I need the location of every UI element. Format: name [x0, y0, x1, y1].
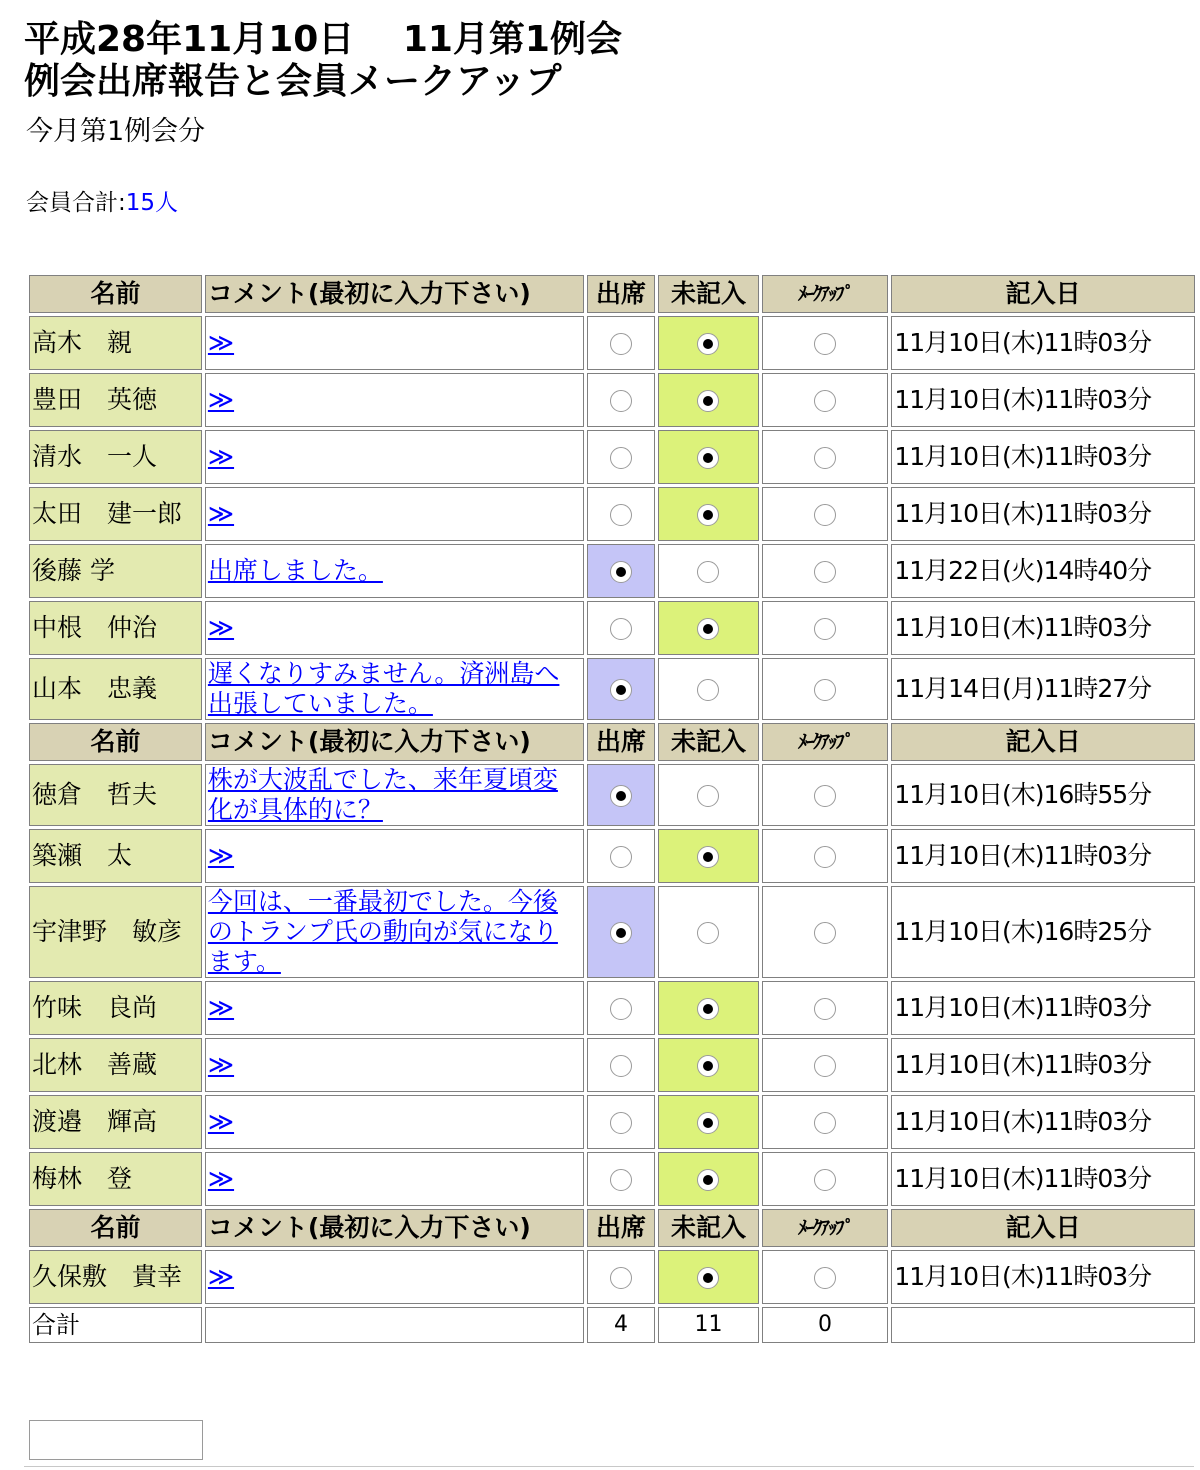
makeup-cell [762, 1095, 889, 1149]
comment-link[interactable]: 株が大波乱でした、来年夏頃変化が具体的に？ [207, 765, 558, 824]
comment-link[interactable]: 出席しました。 [207, 556, 383, 585]
unrecorded-radio[interactable] [697, 998, 719, 1020]
member-name: 山本 忠義 [29, 658, 202, 720]
table-row [29, 601, 1195, 655]
unrecorded-cell [658, 886, 759, 978]
comment-cell [205, 981, 584, 1035]
makeup-cell [762, 981, 889, 1035]
totals-row [29, 1307, 1195, 1343]
makeup-radio[interactable] [814, 998, 836, 1020]
attend-cell [587, 544, 655, 598]
page-subtitle: 今月第1例会分 [26, 116, 206, 147]
entry-date: 11月22日(火)14時40分 [891, 544, 1195, 598]
makeup-radio[interactable] [814, 1055, 836, 1077]
comment-cell [205, 1095, 584, 1149]
comment-cell [205, 544, 584, 598]
unrecorded-radio[interactable] [697, 561, 719, 583]
unrecorded-radio[interactable] [697, 679, 719, 701]
makeup-radio[interactable] [814, 390, 836, 412]
header-makeup: ﾒｰｸｱｯﾌﾟ [762, 1209, 889, 1247]
comment-link[interactable]: ≫ [207, 613, 235, 642]
comment-link[interactable]: ≫ [207, 1164, 235, 1193]
entry-date: 11月10日(木)11時03分 [891, 829, 1195, 883]
unrecorded-cell [658, 1152, 759, 1206]
attend-radio[interactable] [610, 1112, 632, 1134]
member-name: 清水 一人 [29, 430, 202, 484]
entry-date: 11月10日(木)11時03分 [891, 430, 1195, 484]
unrecorded-cell [658, 373, 759, 427]
attend-cell [587, 1152, 655, 1206]
header-makeup: ﾒｰｸｱｯﾌﾟ [762, 723, 889, 761]
unrecorded-cell [658, 764, 759, 826]
table-row [29, 886, 1195, 978]
unrecorded-cell [658, 829, 759, 883]
member-name: 宇津野 敏彦 [29, 886, 202, 978]
attend-radio[interactable] [610, 785, 632, 807]
unrecorded-cell [658, 430, 759, 484]
attend-cell [587, 601, 655, 655]
attend-cell [587, 316, 655, 370]
makeup-cell [762, 487, 889, 541]
table-row [29, 829, 1195, 883]
comment-cell [205, 1038, 584, 1092]
unrecorded-cell [658, 1095, 759, 1149]
member-name: 高木 親 [29, 316, 202, 370]
table-row [29, 430, 1195, 484]
unrecorded-radio[interactable] [697, 1112, 719, 1134]
makeup-cell [762, 430, 889, 484]
unrecorded-cell [658, 658, 759, 720]
header-comment: コメント(最初に入力下さい) [205, 1209, 584, 1247]
table-row [29, 316, 1195, 370]
makeup-cell [762, 1250, 889, 1304]
header-comment: コメント(最初に入力下さい) [205, 275, 584, 313]
member-name: 太田 建一郎 [29, 487, 202, 541]
table-row [29, 1152, 1195, 1206]
bottom-divider [24, 1466, 1194, 1467]
attend-cell [587, 658, 655, 720]
table-row [29, 764, 1195, 826]
table-row [29, 1250, 1195, 1304]
makeup-cell [762, 764, 889, 826]
table-row [29, 981, 1195, 1035]
attend-radio[interactable] [610, 922, 632, 944]
makeup-radio[interactable] [814, 447, 836, 469]
comment-link[interactable]: ≫ [207, 1050, 235, 1079]
entry-date: 11月10日(木)11時03分 [891, 316, 1195, 370]
attend-radio[interactable] [610, 447, 632, 469]
makeup-cell [762, 886, 889, 978]
unrecorded-cell [658, 1250, 759, 1304]
member-name: 徳倉 哲夫 [29, 764, 202, 826]
totals-label: 合計 [29, 1307, 202, 1343]
attend-cell [587, 373, 655, 427]
unrecorded-cell [658, 1038, 759, 1092]
attend-radio[interactable] [610, 846, 632, 868]
makeup-cell [762, 829, 889, 883]
member-name: 築瀬 太 [29, 829, 202, 883]
comment-link[interactable]: 今回は、一番最初でした。今後のトランプ氏の動向が気になります。 [207, 887, 558, 976]
table-row [29, 658, 1195, 720]
makeup-cell [762, 544, 889, 598]
entry-date: 11月10日(木)11時03分 [891, 1250, 1195, 1304]
table-row [29, 544, 1195, 598]
header-attend: 出席 [587, 1209, 655, 1247]
makeup-cell [762, 316, 889, 370]
attend-cell [587, 829, 655, 883]
makeup-radio[interactable] [814, 1169, 836, 1191]
entry-date: 11月10日(木)11時03分 [891, 487, 1195, 541]
table-row [29, 487, 1195, 541]
member-name: 渡邉 輝高 [29, 1095, 202, 1149]
comment-link[interactable]: ≫ [207, 1107, 235, 1136]
comment-cell [205, 658, 584, 720]
table-header-row [29, 1209, 1195, 1247]
comment-cell [205, 764, 584, 826]
header-name: 名前 [29, 275, 202, 313]
totals-date [891, 1307, 1195, 1343]
comment-link[interactable]: 遅くなりすみません。済洲島へ出張していました。 [207, 659, 560, 718]
attend-radio[interactable] [610, 1055, 632, 1077]
unrecorded-radio[interactable] [697, 846, 719, 868]
member-name: 竹味 良尚 [29, 981, 202, 1035]
header-unrecorded: 未記入 [658, 1209, 759, 1247]
header-unrecorded: 未記入 [658, 723, 759, 761]
header-date: 記入日 [891, 1209, 1195, 1247]
entry-date: 11月10日(木)16時25分 [891, 886, 1195, 978]
attend-cell [587, 487, 655, 541]
attendance-table [26, 272, 1198, 1346]
member-total-label: 会員合計: [26, 190, 126, 216]
unrecorded-radio[interactable] [697, 504, 719, 526]
entry-date: 11月10日(木)11時03分 [891, 1095, 1195, 1149]
makeup-radio[interactable] [814, 785, 836, 807]
comment-link[interactable]: ≫ [207, 993, 235, 1022]
comment-cell [205, 1152, 584, 1206]
makeup-radio[interactable] [814, 561, 836, 583]
total-unrecorded: 11 [658, 1307, 759, 1343]
unrecorded-cell [658, 981, 759, 1035]
makeup-radio[interactable] [814, 846, 836, 868]
header-makeup: ﾒｰｸｱｯﾌﾟ [762, 275, 889, 313]
unrecorded-radio[interactable] [697, 333, 719, 355]
entry-date: 11月10日(木)16時55分 [891, 764, 1195, 826]
member-name: 久保敷 貴幸 [29, 1250, 202, 1304]
attend-radio[interactable] [610, 618, 632, 640]
totals-comment [205, 1307, 584, 1343]
comment-cell [205, 430, 584, 484]
blank-input-box[interactable] [29, 1420, 203, 1460]
makeup-radio[interactable] [814, 333, 836, 355]
attend-radio[interactable] [610, 998, 632, 1020]
unrecorded-cell [658, 544, 759, 598]
member-name: 中根 仲治 [29, 601, 202, 655]
attend-radio[interactable] [610, 1267, 632, 1289]
attend-cell [587, 430, 655, 484]
attend-radio[interactable] [610, 561, 632, 583]
comment-link[interactable]: ≫ [207, 1262, 235, 1291]
header-unrecorded: 未記入 [658, 275, 759, 313]
attend-radio[interactable] [610, 1169, 632, 1191]
comment-link[interactable]: ≫ [207, 442, 235, 471]
table-header-row [29, 723, 1195, 761]
header-name: 名前 [29, 723, 202, 761]
unrecorded-radio[interactable] [697, 1169, 719, 1191]
attend-cell [587, 886, 655, 978]
makeup-cell [762, 1152, 889, 1206]
comment-link[interactable]: ≫ [207, 385, 235, 414]
comment-link[interactable]: ≫ [207, 841, 235, 870]
member-name: 北林 善蔵 [29, 1038, 202, 1092]
entry-date: 11月14日(月)11時27分 [891, 658, 1195, 720]
comment-cell [205, 487, 584, 541]
makeup-radio[interactable] [814, 618, 836, 640]
table-row [29, 1038, 1195, 1092]
comment-link[interactable]: ≫ [207, 499, 235, 528]
attend-radio[interactable] [610, 504, 632, 526]
comment-cell [205, 316, 584, 370]
header-attend: 出席 [587, 723, 655, 761]
makeup-radio[interactable] [814, 1112, 836, 1134]
header-name: 名前 [29, 1209, 202, 1247]
unrecorded-radio[interactable] [697, 785, 719, 807]
table-row [29, 373, 1195, 427]
unrecorded-radio[interactable] [697, 922, 719, 944]
attend-cell [587, 1095, 655, 1149]
entry-date: 11月10日(木)11時03分 [891, 1038, 1195, 1092]
comment-cell [205, 373, 584, 427]
attend-cell [587, 1038, 655, 1092]
unrecorded-radio[interactable] [697, 447, 719, 469]
attend-radio[interactable] [610, 679, 632, 701]
makeup-radio[interactable] [814, 922, 836, 944]
attend-cell [587, 981, 655, 1035]
entry-date: 11月10日(木)11時03分 [891, 1152, 1195, 1206]
total-makeup: 0 [762, 1307, 889, 1343]
member-name: 豊田 英徳 [29, 373, 202, 427]
makeup-radio[interactable] [814, 679, 836, 701]
page-heading: 例会出席報告と会員メークアップ [24, 61, 562, 102]
makeup-radio[interactable] [814, 504, 836, 526]
makeup-cell [762, 373, 889, 427]
comment-cell [205, 829, 584, 883]
member-name: 梅林 登 [29, 1152, 202, 1206]
unrecorded-cell [658, 601, 759, 655]
makeup-cell [762, 658, 889, 720]
table-row [29, 1095, 1195, 1149]
entry-date: 11月10日(木)11時03分 [891, 373, 1195, 427]
unrecorded-cell [658, 487, 759, 541]
attend-cell [587, 1250, 655, 1304]
header-comment: コメント(最初に入力下さい) [205, 723, 584, 761]
member-total-value: 15人 [125, 190, 179, 216]
entry-date: 11月10日(木)11時03分 [891, 981, 1195, 1035]
makeup-radio[interactable] [814, 1267, 836, 1289]
entry-date: 11月10日(木)11時03分 [891, 601, 1195, 655]
comment-link[interactable]: ≫ [207, 328, 235, 357]
member-total [26, 186, 178, 220]
table-header-row [29, 275, 1195, 313]
header-date: 記入日 [891, 275, 1195, 313]
unrecorded-radio[interactable] [697, 1055, 719, 1077]
page-title: 平成28年11月10日 11月第1例会 [24, 19, 622, 60]
unrecorded-radio[interactable] [697, 390, 719, 412]
header-date: 記入日 [891, 723, 1195, 761]
unrecorded-cell [658, 316, 759, 370]
comment-cell [205, 1250, 584, 1304]
attend-cell [587, 764, 655, 826]
comment-cell [205, 886, 584, 978]
comment-cell [205, 601, 584, 655]
attend-radio[interactable] [610, 390, 632, 412]
unrecorded-radio[interactable] [697, 1267, 719, 1289]
unrecorded-radio[interactable] [697, 618, 719, 640]
makeup-cell [762, 601, 889, 655]
attend-radio[interactable] [610, 333, 632, 355]
member-name: 後藤 学 [29, 544, 202, 598]
makeup-cell [762, 1038, 889, 1092]
header-attend: 出席 [587, 275, 655, 313]
total-attend: 4 [587, 1307, 655, 1343]
